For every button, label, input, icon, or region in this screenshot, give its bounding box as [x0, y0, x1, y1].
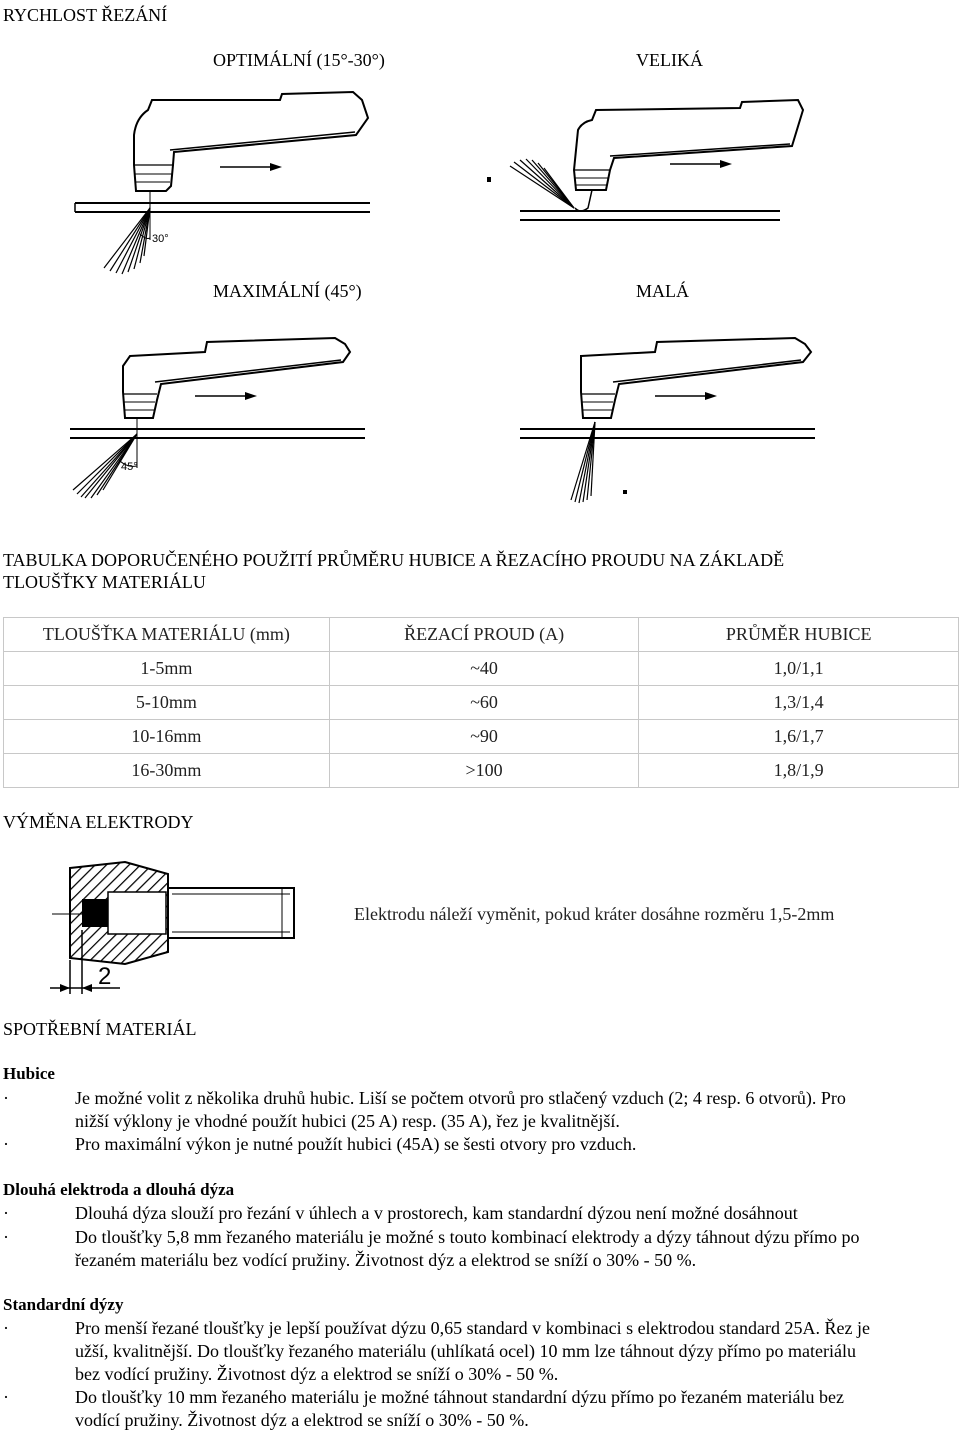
table-cell: 1-5mm	[4, 652, 330, 686]
table-header-row	[4, 618, 959, 652]
torch-drawing-maximal	[65, 322, 375, 512]
list-item-line: vodící pružiny. Životnost dýz a elektrod se sníží o 30% - 50 %.	[75, 1410, 529, 1430]
torch-figure-optimal	[70, 90, 380, 280]
bullet-glyph: ·	[3, 1134, 9, 1154]
table-cell: ~60	[329, 686, 639, 720]
electrode-drawing-svg	[30, 850, 310, 1000]
figure-label-optimal: OPTIMÁLNÍ (15°-30°)	[213, 50, 385, 70]
recommendation-table	[3, 617, 959, 788]
list-item-line: Do tloušťky 10 mm řezaného materiálu je možné táhnout standardní dýzu přímo po řezaném materiálu bez	[75, 1387, 844, 1407]
list-item-line: bez vodící pružiny. Životnost dýz a elektrod se sníží o 30% - 50 %.	[75, 1364, 559, 1384]
bullet-glyph: ·	[3, 1088, 9, 1108]
table-cell: ~90	[329, 720, 639, 754]
torch-drawing-optimal	[70, 90, 380, 280]
electrode-dimension-label: 2	[98, 963, 112, 990]
table-row	[4, 652, 959, 686]
table-cell: 16-30mm	[4, 754, 330, 788]
table-row	[4, 754, 959, 788]
table-header-cell: TLOUŠŤKA MATERIÁLU (mm)	[4, 618, 330, 652]
section-title-standard-nozzles: Standardní dýzy	[3, 1295, 124, 1314]
torch-figure-maximal	[65, 322, 375, 512]
torch-drawing-small	[515, 322, 835, 512]
list-item-line: řezaném materiálu bez vodící pružiny. Životnost dýz a elektrod se sníží o 30% - 50 %.	[75, 1250, 697, 1270]
bullet-glyph: ·	[3, 1203, 9, 1223]
list-item-line: Do tloušťky 5,8 mm řezaného materiálu je možné s touto kombinací elektrody a dýzy táhnout dýzu přímo po	[75, 1227, 860, 1247]
table-header-cell: PRŮMĚR HUBICE	[639, 618, 959, 652]
list-item-line: užší, kvalitnější. Do tloušťky řezaného materiálu (uhlíkatá ocel) 10 mm lze táhnout dýzy přímo po materiálu	[75, 1341, 856, 1361]
consumables-heading: SPOTŘEBNÍ MATERIÁL	[3, 1019, 197, 1039]
table-header-cell: ŘEZACÍ PROUD (A)	[329, 618, 639, 652]
list-item-line: Je možné volit z několika druhů hubic. Liší se počtem otvorů pro stlačený vzduch (2; 4 resp. 6 otvorů). Pro	[75, 1088, 846, 1108]
angle-mark-optimal: 30°	[152, 233, 169, 245]
table-row	[4, 720, 959, 754]
table-cell: 1,6/1,7	[639, 720, 959, 754]
bullet-glyph: ·	[3, 1227, 9, 1247]
torch-figure-large	[480, 90, 800, 280]
section-title-nozzles: Hubice	[3, 1064, 55, 1083]
table-cell: 1,8/1,9	[639, 754, 959, 788]
figure-label-maximal: MAXIMÁLNÍ (45°)	[213, 281, 362, 301]
table-cell: 10-16mm	[4, 720, 330, 754]
table-row	[4, 686, 959, 720]
electrode-caption: Elektrodu náleží vyměnit, pokud kráter dosáhne rozměru 1,5-2mm	[354, 904, 835, 924]
table-cell: 1,0/1,1	[639, 652, 959, 686]
figure-label-small: MALÁ	[636, 281, 689, 301]
electrode-heading: VÝMĚNA ELEKTRODY	[3, 812, 194, 832]
table-cell: 5-10mm	[4, 686, 330, 720]
figure-label-large: VELIKÁ	[636, 50, 703, 70]
bullet-glyph: ·	[3, 1318, 9, 1338]
angle-mark-maximal: 45°	[121, 461, 138, 473]
table-cell: 1,3/1,4	[639, 686, 959, 720]
torch-drawing-large	[480, 90, 800, 280]
list-item-line: nižší výklony je vhodné použít hubici (25 A) resp. (35 A), řez je kvalitnější.	[75, 1111, 620, 1131]
torch-figure-small	[515, 322, 835, 512]
section-title-long-electrode: Dlouhá elektroda a dlouhá dýza	[3, 1180, 235, 1199]
list-item-line: Pro maximální výkon je nutné použít hubici (45A) se šesti otvory pro vzduch.	[75, 1134, 637, 1154]
table-title-line1: TABULKA DOPORUČENÉHO POUŽITÍ PRŮMĚRU HUBICE A ŘEZACÍHO PROUDU NA ZÁKLADĚ	[3, 550, 785, 570]
page-title: RYCHLOST ŘEZÁNÍ	[3, 5, 168, 25]
electrode-drawing	[30, 850, 310, 1000]
table-cell: ~40	[329, 652, 639, 686]
list-item-line: Pro menší řezané tloušťky je lepší používat dýzu 0,65 standard v kombinaci s elektrodou standard 25A. Řez je	[75, 1318, 870, 1338]
table-cell: >100	[329, 754, 639, 788]
bullet-glyph: ·	[3, 1387, 9, 1407]
list-item-line: Dlouhá dýza slouží pro řezání v úhlech a v prostorech, kam standardní dýzou není možné dosáhnout	[75, 1203, 798, 1223]
table-title-line2: TLOUŠŤKY MATERIÁLU	[3, 572, 206, 592]
